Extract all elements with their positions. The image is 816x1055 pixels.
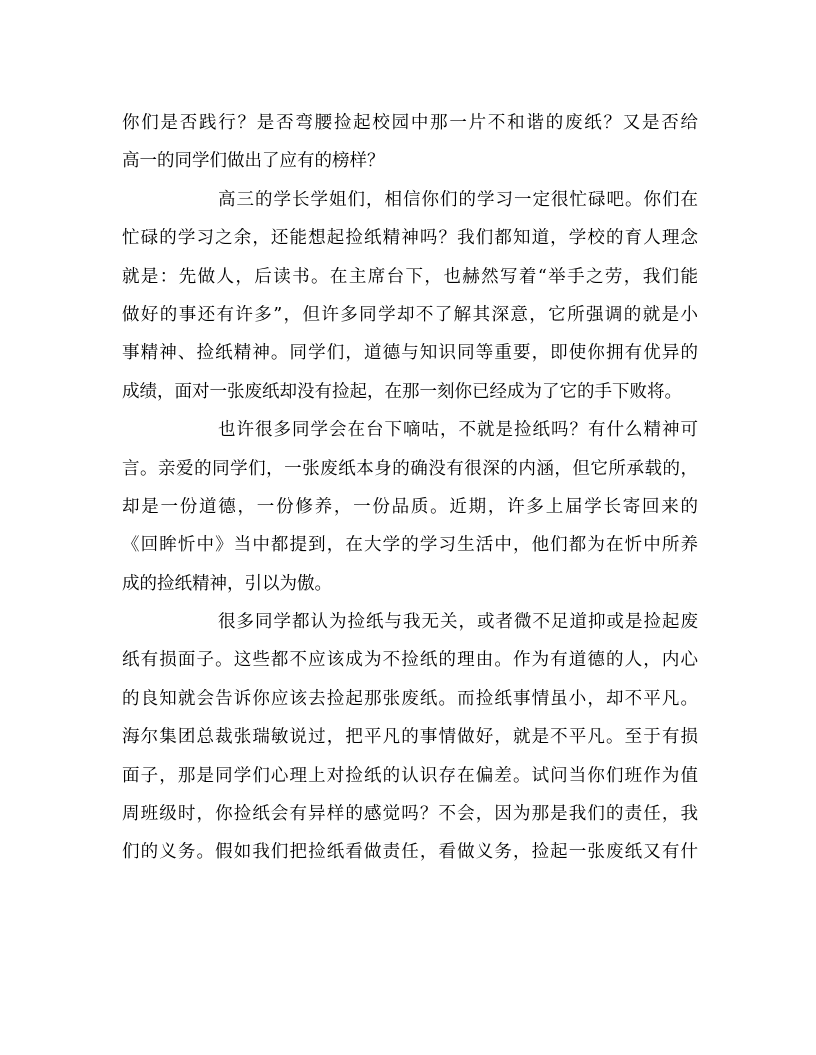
text-line: 事精神、捡纸精神。同学们，道德与知识同等重要，即使你拥有优异的 [122, 343, 698, 364]
text-line: 你们是否践行？是否弯腰捡起校园中那一片不和谐的废纸？又是否给 [122, 113, 698, 133]
paragraph-first-line: 很多同学都认为捡纸与我无关，或者微不足道抑或是捡起废 [218, 612, 698, 633]
text-line: 成绩，面对一张废纸却没有捡起，在那一刻你已经成为了它的手下败将。 [122, 381, 682, 402]
paragraph-first-line: 也许很多同学会在台下嘀咕，不就是捡纸吗？有什么精神可 [218, 420, 698, 441]
body-text [122, 104, 698, 872]
text-line: 们的义务。假如我们把捡纸看做责任，看做义务，捡起一张废纸又有什 [122, 842, 698, 863]
paragraph-first-line: 高三的学长学姐们，相信你们的学习一定很忙碌吧。你们在 [218, 189, 698, 210]
text-line: 成的捡纸精神，引以为傲。 [122, 573, 332, 594]
text-line: 纸有损面子。这些都不应该成为不捡纸的理由。作为有道德的人，内心 [122, 650, 698, 671]
text-line: 《回眸忻中》当中都提到，在大学的学习生活中，他们都为在忻中所养 [122, 535, 698, 556]
text-line: 面子，那是同学们心理上对捡纸的认识存在偏差。试问当你们班作为值 [122, 765, 698, 786]
text-line: 忙碌的学习之余，还能想起捡纸精神吗？我们都知道，学校的育人理念 [122, 228, 698, 249]
text-line: 高一的同学们做出了应有的榜样？ [122, 151, 385, 172]
text-line: 做好的事还有许多”，但许多同学却不了解其深意，它所强调的就是小 [122, 304, 698, 325]
text-line: 周班级时，你捡纸会有异样的感觉吗？不会，因为那是我们的责任，我 [122, 804, 698, 825]
text-line: 却是一份道德，一份修养，一份品质。近期，许多上届学长寄回来的 [122, 496, 698, 517]
text-line: 就是：先做人，后读书。在主席台下，也赫然写着“举手之劳，我们能 [122, 266, 698, 287]
text-line: 海尔集团总裁张瑞敏说过，把平凡的事情做好，就是不平凡。至于有损 [122, 727, 698, 748]
text-line: 言。亲爱的同学们，一张废纸本身的确没有很深的内涵，但它所承载的， [122, 458, 698, 479]
text-line: 的良知就会告诉你应该去捡起那张废纸。而捡纸事情虽小，却不平凡。 [122, 688, 698, 709]
